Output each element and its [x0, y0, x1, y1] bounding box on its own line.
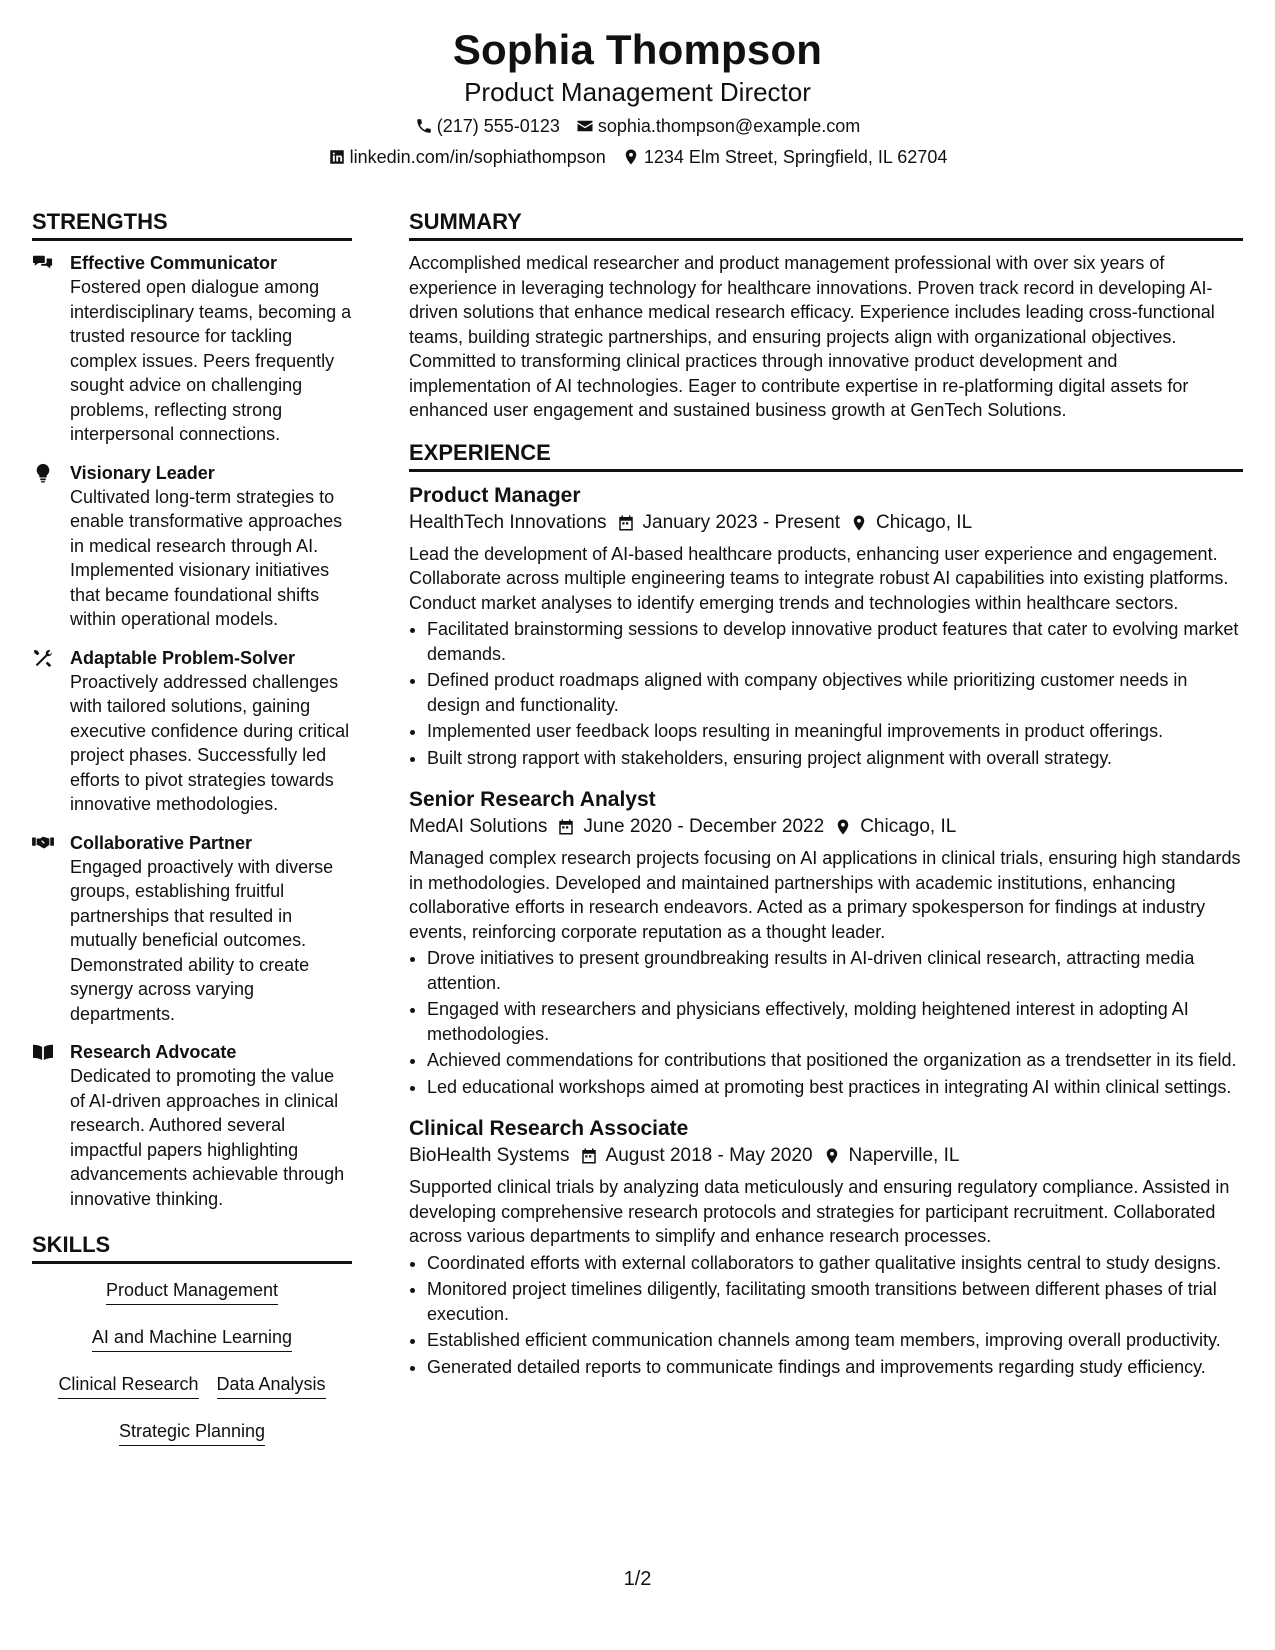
strength-title: Collaborative Partner [70, 832, 253, 853]
bullet-item: • Established efficient communication channels among team members, improving overall productivity. [427, 1328, 1243, 1353]
job-dates: January 2023 - Present [642, 511, 841, 533]
phone-icon [415, 117, 433, 135]
job-title: Product Manager [409, 483, 581, 507]
strength-item [32, 461, 352, 632]
strengths-heading: STRENGTHS [32, 208, 352, 241]
phone-contact [415, 114, 560, 138]
bullet-item: • Built strong rapport with stakeholders, ensuring project alignment with overall strategy. [427, 746, 1243, 771]
calendar-icon [617, 514, 635, 532]
skill-tag: AI and Machine Learning [92, 1325, 292, 1352]
address-contact [622, 145, 948, 169]
job-bullets [409, 946, 1243, 1099]
strength-title: Adaptable Problem-Solver [70, 647, 296, 668]
map-pin-icon [622, 148, 640, 166]
strength-title: Research Advocate [70, 1042, 237, 1062]
strength-desc: Proactively addressed challenges with tailored solutions, gaining executive confidence during critical project phases. Successfully led efforts to pivot strategies towards innovative methodologies. [70, 671, 350, 814]
map-pin-icon [823, 1147, 841, 1165]
address-text: 1234 Elm Street, Springfield, IL 62704 [643, 147, 948, 167]
phone-text: (217) 555-0123 [436, 116, 560, 136]
job-entry [409, 786, 1243, 1099]
strength-title: Effective Communicator [70, 253, 278, 273]
job-meta [409, 814, 1243, 840]
job-title: Clinical Research Associate [409, 1117, 689, 1140]
left-column [32, 208, 352, 1446]
contact-row-1 [0, 114, 1275, 138]
calendar-icon [557, 818, 575, 836]
experience-heading: EXPERIENCE [409, 439, 1243, 472]
bullet-item: • Achieved commendations for contributions that positioned the organization as a trendsetter in its field. [427, 1048, 1243, 1073]
book-icon [32, 1042, 54, 1062]
map-pin-icon [834, 818, 852, 836]
strength-item [32, 646, 352, 817]
resume-header [0, 0, 1275, 169]
job-location: Naperville, IL [848, 1145, 960, 1166]
summary-text: Accomplished medical researcher and product management professional with over six years of experience in leveraging technology for healthcare innovations. Proven track record in developing AI-driven solutions that enhance medical research efficacy. Experience includes leading cross-functional teams, building strategic partnerships, and ensuring projects align with organizational objectives. Committed to transforming clinical practices through innovative product development and implementation of AI technologies. Eager to contribute expertise in re-platforming digital assets for enhanced user engagement and sustained business growth at GenTech Solutions. [409, 253, 1215, 420]
strength-item [32, 831, 352, 1027]
envelope-icon [576, 117, 594, 135]
job-description: Lead the development of AI-based healthcare products, enhancing user experience and engagement. Collaborate across multiple engineering teams to integrate robust AI capabilities into existing platforms. Conduct market analyses to identify emerging trends and technologies within healthcare sectors. [409, 543, 1229, 613]
strength-desc: Engaged proactively with diverse groups, establishing fruitful partnerships that resulted in mutually beneficial outcomes. Demonstrated ability to create synergy across varying departments. [70, 856, 334, 1024]
strength-item [32, 251, 352, 447]
handshake-icon [32, 833, 54, 853]
job-description: Managed complex research projects focusing on AI applications in clinical trials, ensuring high standards in methodologies. Developed and maintained partnerships with academic institutions, enhancing collaborative efforts in research endeavors. Acted as a primary spokesperson for findings at industry events, reinforcing corporate reputation as a thought leader. [409, 848, 1241, 942]
job-entry [409, 482, 1243, 771]
candidate-title: Product Management Director [464, 77, 811, 107]
page-number: 1/2 [623, 1568, 652, 1590]
job-meta [409, 510, 1243, 536]
skill-tag: Product Management [106, 1278, 278, 1305]
calendar-icon [580, 1147, 598, 1165]
skill-tag: Clinical Research [58, 1372, 198, 1399]
skill-tag: Data Analysis [217, 1372, 326, 1399]
contact-row-2 [0, 145, 1275, 169]
bullet-item: • Engaged with researchers and physicians effectively, molding heightened interest in adopting AI methodologies. [427, 997, 1243, 1046]
skill-tag: Strategic Planning [119, 1419, 265, 1446]
strength-desc: Dedicated to promoting the value of AI-driven approaches in clinical research. Authored several impactful papers highlighting advancements achievable through innovative thinking. [70, 1066, 345, 1209]
job-company: BioHealth Systems [409, 1145, 570, 1166]
bullet-item: • Drove initiatives to present groundbreaking results in AI-driven clinical research, attracting media attention. [427, 946, 1243, 995]
skills-list [32, 1274, 352, 1446]
email-contact [576, 114, 860, 138]
linkedin-contact [328, 145, 606, 169]
job-description: Supported clinical trials by analyzing data meticulously and ensuring regulatory compliance. Assisted in developing comprehensive research protocols and strategies for participant recruitment. Collaborated across various departments to simplify and enhance research processes. [409, 1177, 1230, 1246]
comments-icon [32, 253, 54, 273]
bullet-item: • Implemented user feedback loops resulting in meaningful improvements in product offerings. [427, 719, 1243, 744]
email-text[interactable]: sophia.thompson@example.com [597, 116, 861, 136]
job-location: Chicago, IL [876, 511, 973, 533]
job-meta [409, 1143, 1243, 1169]
job-company: MedAI Solutions [409, 816, 548, 837]
job-company: HealthTech Innovations [409, 511, 607, 533]
linkedin-icon [328, 148, 346, 166]
candidate-name: Sophia Thompson [452, 26, 823, 73]
bullet-item: • Facilitated brainstorming sessions to develop innovative product features that cater to evolving market demands. [427, 617, 1243, 666]
summary-heading: SUMMARY [409, 208, 1243, 241]
strength-item [32, 1040, 352, 1211]
job-bullets [409, 617, 1243, 770]
map-pin-icon [850, 514, 868, 532]
job-title: Senior Research Analyst [409, 788, 656, 811]
strength-title: Visionary Leader [70, 462, 215, 483]
tools-icon [32, 648, 54, 668]
job-bullets [409, 1251, 1243, 1380]
lightbulb-icon [32, 463, 54, 483]
linkedin-text[interactable]: linkedin.com/in/sophiathompson [349, 147, 606, 167]
bullet-item: • Led educational workshops aimed at promoting best practices in integrating AI within clinical settings. [427, 1075, 1243, 1100]
job-location: Chicago, IL [860, 816, 957, 837]
right-column [409, 208, 1243, 1395]
bullet-item: • Defined product roadmaps aligned with company objectives while prioritizing customer needs in design and functionality. [427, 668, 1243, 717]
skills-section [32, 1231, 352, 1446]
job-dates: August 2018 - May 2020 [605, 1145, 813, 1166]
skills-heading: SKILLS [32, 1231, 352, 1264]
bullet-item: • Generated detailed reports to communicate findings and improvements regarding study efficiency. [427, 1355, 1243, 1380]
strength-desc: Cultivated long-term strategies to enable transformative approaches in medical research through AI. Implemented visionary initiatives that became foundational shifts within operational models. [70, 486, 343, 629]
bullet-item: • Coordinated efforts with external collaborators to gather qualitative insights central to study designs. [427, 1251, 1243, 1276]
job-dates: June 2020 - December 2022 [583, 816, 825, 837]
bullet-item: • Monitored project timelines diligently, facilitating smooth transitions between different phases of trial execution. [427, 1277, 1243, 1326]
job-entry [409, 1115, 1243, 1379]
strength-desc: Fostered open dialogue among interdisciplinary teams, becoming a trusted resource for tackling complex issues. Peers frequently sought advice on challenging problems, reflecting strong interpersonal connections. [70, 277, 352, 444]
